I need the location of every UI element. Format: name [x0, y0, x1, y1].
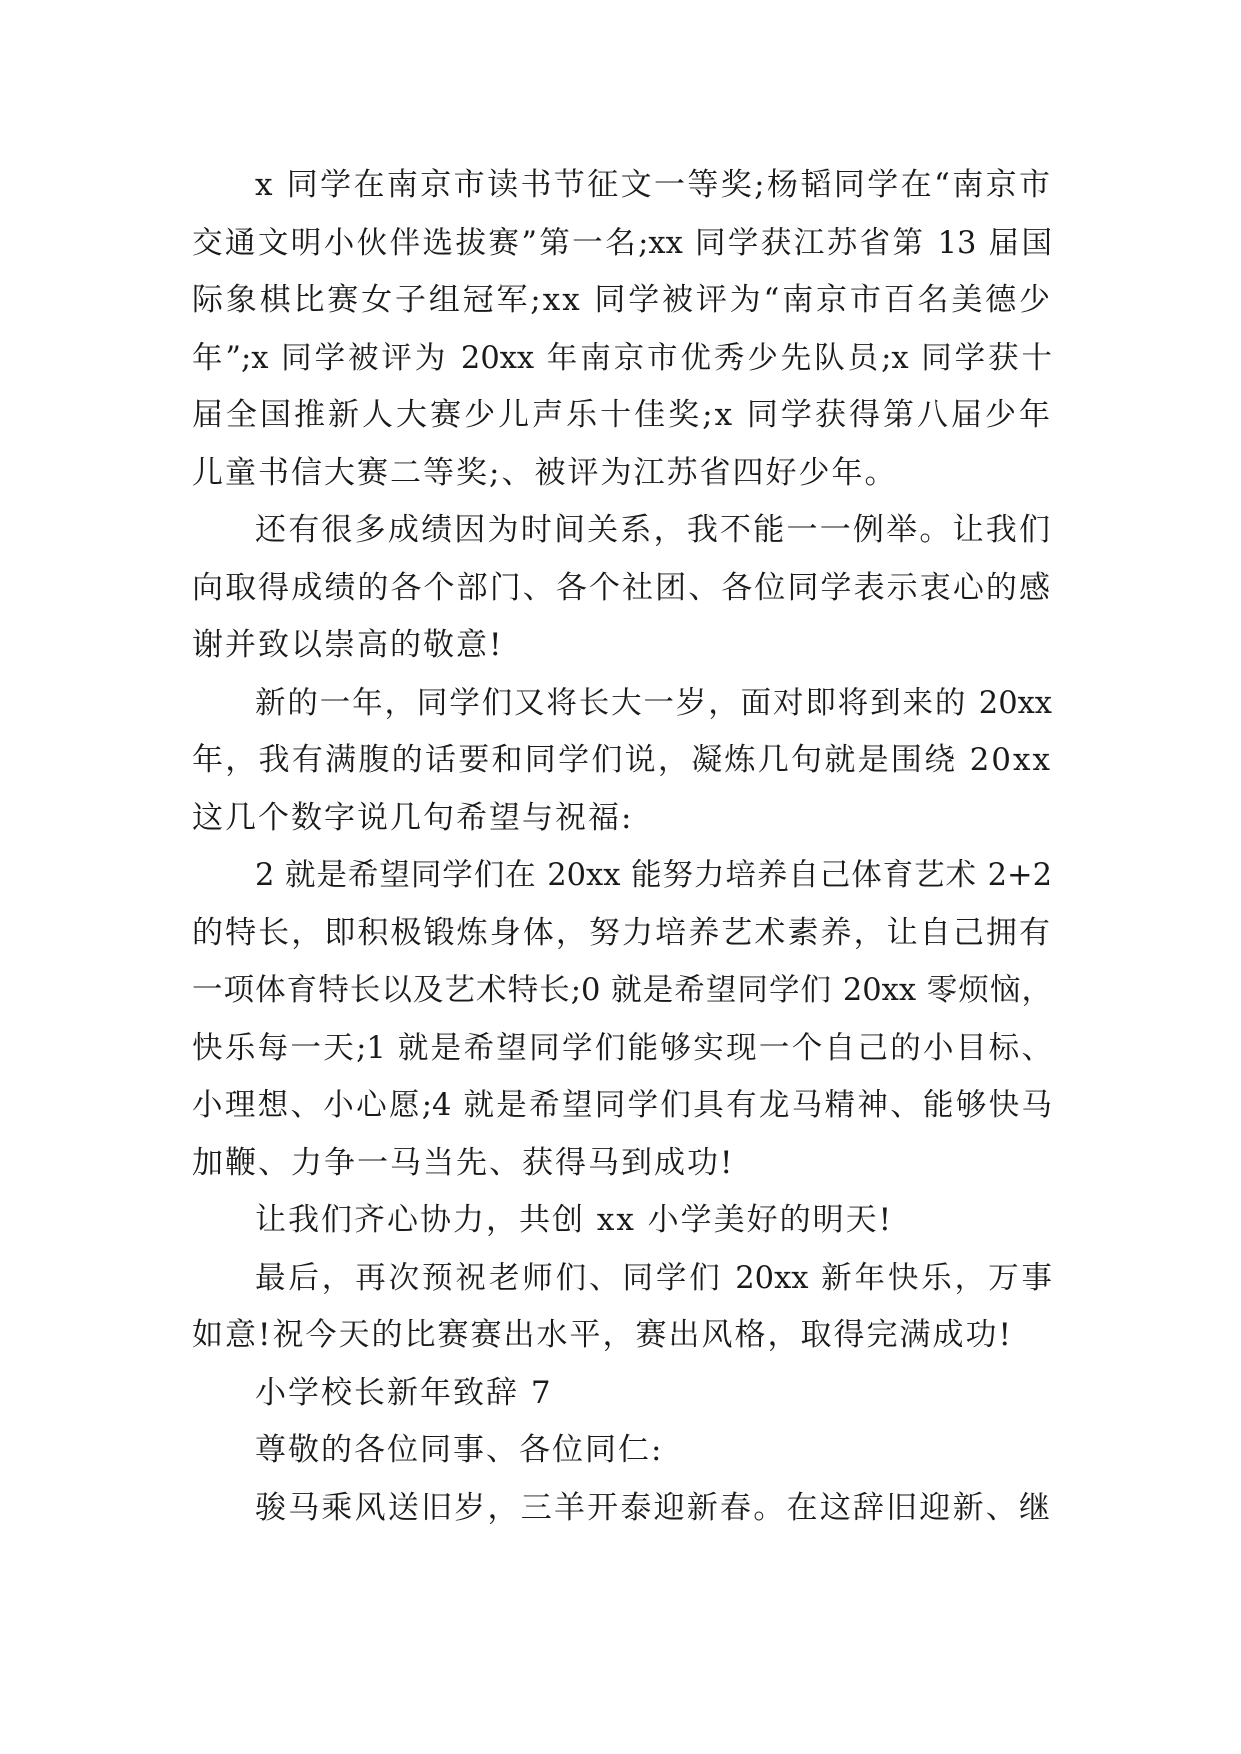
- text-line: 骏马乘风送旧岁，三羊开泰迎新春。在这辞旧迎新、继: [255, 1489, 1052, 1526]
- text-line: 谢并致以崇高的敬意!: [192, 627, 504, 663]
- text-line: 小学校长新年致辞 7: [255, 1374, 553, 1411]
- document-body: [192, 157, 1052, 1537]
- text-line: 际象棋比赛女子组冠军;xx 同学被评为“南京市百名美德少: [192, 282, 1052, 318]
- text-line: 新的一年，同学们又将长大一岁，面对即将到来的 20xx: [255, 685, 1052, 721]
- text-line: 加鞭、力争一马当先、获得马到成功!: [192, 1144, 735, 1181]
- text-line: 快乐每一天;1 就是希望同学们能够实现一个自己的小目标、: [192, 1030, 1052, 1066]
- text-line: 一项体育特长以及艺术特长;0 就是希望同学们 20xx 零烦恼，: [192, 973, 1052, 1008]
- text-line: 的特长，即积极锻炼身体，努力培养艺术素养，让自己拥有: [192, 914, 1052, 951]
- text-line: 届全国推新人大赛少儿声乐十佳奖;x 同学获得第八届少年: [192, 397, 1052, 433]
- text-line: 小理想、小心愿;4 就是希望同学们具有龙马精神、能够快马: [192, 1088, 1052, 1123]
- text-line: 儿童书信大赛二等奖;、被评为江苏省四好少年。: [192, 454, 898, 491]
- text-line: 这几个数字说几句希望与祝福:: [192, 799, 634, 836]
- text-line: 最后，再次预祝老师们、同学们 20xx 新年快乐，万事: [255, 1260, 1052, 1296]
- text-line: x 同学在南京市读书节征文一等奖;杨韬同学在“南京市: [255, 167, 1052, 203]
- text-line: 向取得成绩的各个部门、各个社团、各位同学表示衷心的感: [192, 569, 1052, 606]
- text-line: 年，我有满腹的话要和同学们说，凝炼几句就是围绕 20xx: [192, 742, 1052, 778]
- text-line: 交通文明小伙伴选拔赛”第一名;xx 同学获江苏省第 13 届国: [192, 225, 1052, 261]
- text-line: 尊敬的各位同事、各位同仁:: [255, 1432, 664, 1468]
- text-line: 让我们齐心协力，共创 xx 小学美好的明天!: [255, 1202, 894, 1238]
- text-line: 2 就是希望同学们在 20xx 能努力培养自己体育艺术 2+2: [255, 858, 1052, 893]
- text-line: 还有很多成绩因为时间关系，我不能一一例举。让我们: [255, 512, 1052, 548]
- text-line: 年”;x 同学被评为 20xx 年南京市优秀少先队员;x 同学获十: [192, 340, 1052, 376]
- text-line: 如意!祝今天的比赛赛出水平，赛出风格，取得完满成功!: [192, 1317, 1013, 1353]
